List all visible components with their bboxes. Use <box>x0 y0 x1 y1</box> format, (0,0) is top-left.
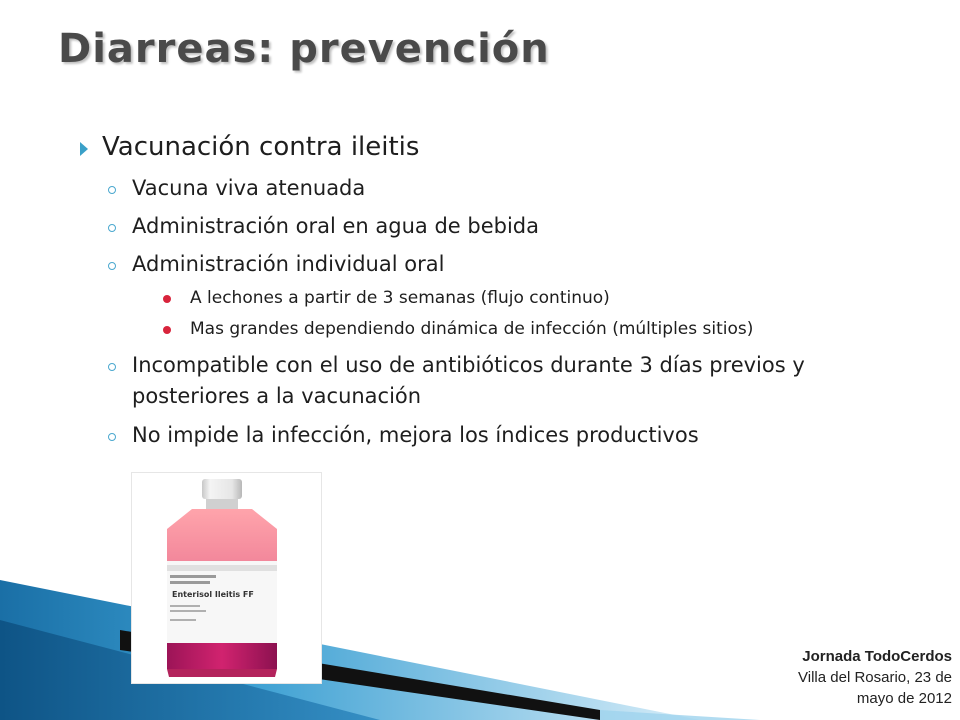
sub-bullet: No impide la infección, mejora los índices productivos <box>132 423 699 447</box>
sub-sub-bullet: Mas grandes dependiendo dinámica de infección (múltiples sitios) <box>190 319 754 339</box>
sub-bullet: Incompatible con el uso de antibióticos durante 3 días previos y posteriores a la vacunación <box>132 353 805 408</box>
ring-bullet-icon <box>108 262 116 270</box>
main-bullet: Vacunación contra ileitis <box>102 132 420 162</box>
dot-bullet-icon <box>163 295 171 303</box>
ring-bullet-icon <box>108 363 116 371</box>
dot-bullet-icon <box>163 326 171 334</box>
footer-date: mayo de 2012 <box>856 690 952 707</box>
vaccine-bottle-image <box>131 472 322 684</box>
footer-place: Villa del Rosario, 23 de <box>798 669 952 686</box>
sub-bullet: Vacuna viva atenuada <box>132 176 366 200</box>
product-label: Enterisol Ileitis FF <box>172 590 254 599</box>
sub-sub-bullet: A lechones a partir de 3 semanas (flujo continuo) <box>190 288 610 308</box>
ring-bullet-icon <box>108 433 116 441</box>
footer-credit <box>798 646 952 709</box>
arrow-bullet-icon <box>80 142 88 156</box>
sub-bullet: Administración individual oral <box>132 252 445 276</box>
footer-org: Jornada TodoCerdos <box>802 648 952 665</box>
sub-bullet: Administración oral en agua de bebida <box>132 214 540 238</box>
ring-bullet-icon <box>108 186 116 194</box>
slide-title: Diarreas: prevención <box>58 26 550 72</box>
ring-bullet-icon <box>108 224 116 232</box>
